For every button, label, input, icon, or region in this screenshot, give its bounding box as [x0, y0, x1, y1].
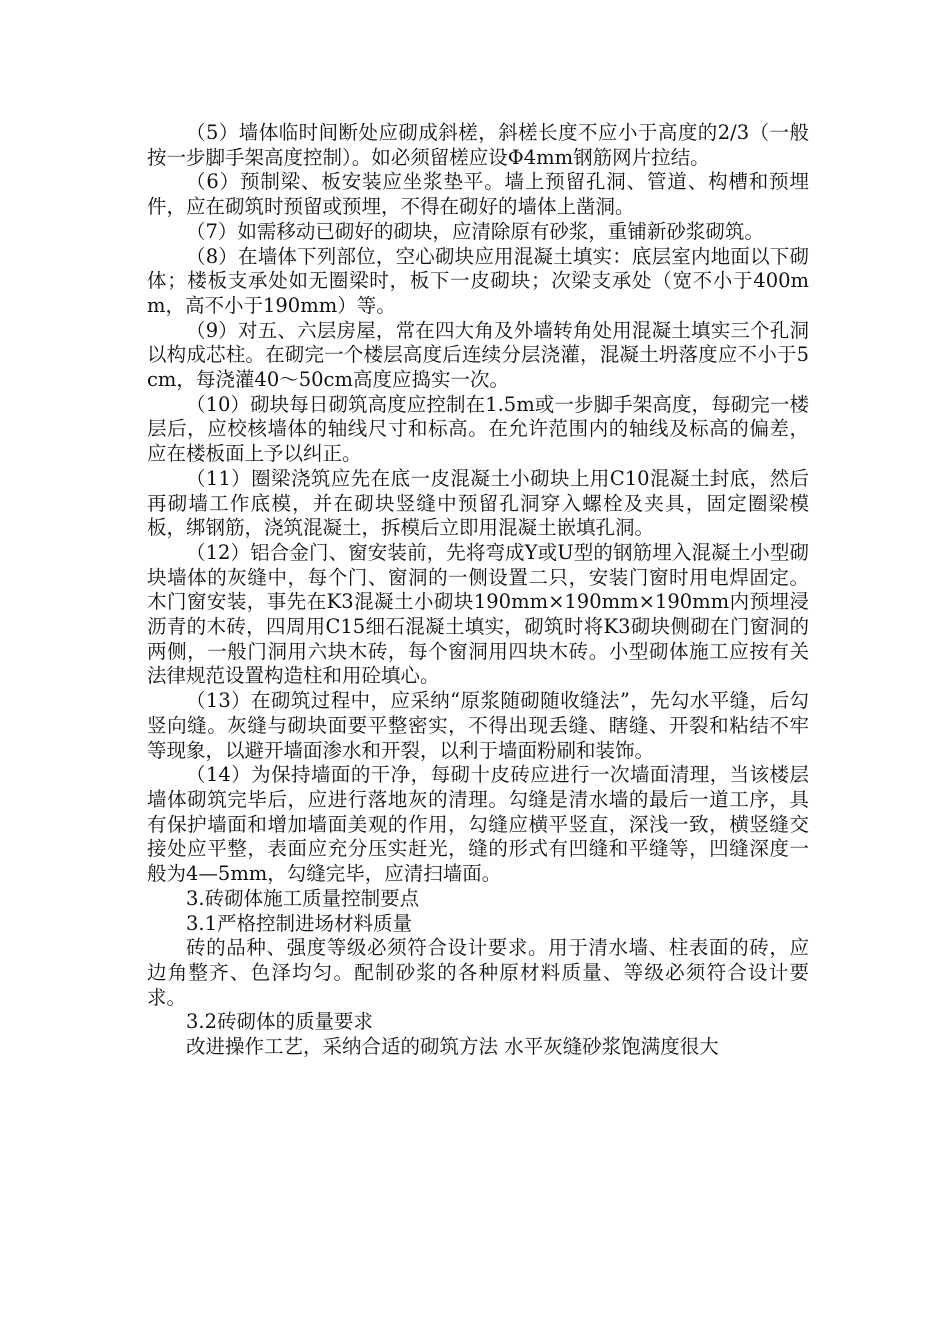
paragraph-14: （14）为保持墙面的干净，每砌十皮砖应进行一次墙面清理，当该楼层墙体砌筑完毕后，应进行落地灰的清理。勾缝是清水墙的最后一道工序，具有保护墙面和增加墙面美观的作用，勾缝应横平竖直，深浅一致，横竖缝交接处应平整，表面应充分压实赶光，缝的形式有凹缝和平缝等，凹缝深度一般为4—5mm，勾缝完毕，应清扫墙面。 — [147, 763, 809, 886]
section-heading-3-1: 3.1严格控制进场材料质量 — [186, 911, 413, 935]
paragraph-7: （7）如需移动已砌好的砌块，应清除原有砂浆，重铺新砂浆砌筑。 — [186, 219, 764, 243]
document-body — [147, 121, 809, 1060]
paragraph-masonry-quality: 改进操作工艺，采纳合适的砌筑方法 水平灰缝砂浆饱满度很大 — [186, 1035, 719, 1059]
section-heading-3: 3.砖砌体施工质量控制要点 — [186, 886, 420, 910]
paragraph-11: （11）圈梁浇筑应先在底一皮混凝土小砌块上用C10混凝土封底，然后再砌墙工作底模，并在砌块竖缝中预留孔洞穿入螺栓及夹具，固定圈梁模板，绑钢筋，浇筑混凝土，拆模后立即用混凝土嵌填孔洞。 — [147, 466, 809, 540]
paragraph-13: （13）在砌筑过程中，应采纳“原浆随砌随收缝法”，先勾水平缝，后勾竖向缝。灰缝与砌块面要平整密实，不得出现丢缝、瞎缝、开裂和粘结不牢等现象，以避开墙面渗水和开裂，以利于墙面粉刷和装饰。 — [147, 689, 809, 762]
paragraph-10: （10）砌块每日砌筑高度应控制在1.5m或一步脚手架高度，每砌完一楼层后，应校核墙体的轴线尺寸和标高。在允许范围内的轴线及标高的偏差，应在楼板面上予以纠正。 — [147, 392, 809, 466]
paragraph-material-quality: 砖的品种、强度等级必须符合设计要求。用于清水墙、柱表面的砖，应边角整齐、色泽均匀。配制砂浆的各种原材料质量、等级必须符合设计要求。 — [147, 936, 809, 1009]
paragraph-9: （9）对五、六层房屋，常在四大角及外墙转角处用混凝土填实三个孔洞以构成芯柱。在砌完一个楼层高度后连续分层浇灌，混凝土坍落度应不小于5cm，每浇灌40～50cm高度应捣实一次。 — [147, 318, 809, 392]
section-heading-3-2: 3.2砖砌体的质量要求 — [186, 1010, 374, 1034]
paragraph-6: （6）预制梁、板安装应坐浆垫平。墙上预留孔洞、管道、构槽和预埋件，应在砌筑时预留或预埋，不得在砌好的墙体上凿洞。 — [147, 170, 809, 219]
paragraph-12: （12）铝合金门、窗安装前，先将弯成Y或U型的钢筋埋入混凝土小型砌块墙体的灰缝中，每个门、窗洞的一侧设置二只，安装门窗时用电焊固定。木门窗安装，事先在K3混凝土小砌块190mm×190mm×190mm内预埋浸沥青的木砖，四周用C15细石混凝土填实，砌筑时将K3砌块侧砌在门窗洞的两侧，一般门洞用六块木砖，每个窗洞用四块木砖。小型砌体施工应按有关法律规范设置构造柱和用砼填心。 — [147, 540, 809, 688]
paragraph-8: （8）在墙体下列部位，空心砌块应用混凝土填实：底层室内地面以下砌体；楼板支承处如无圈梁时，板下一皮砌块；次梁支承处（宽不小于400mm，高不小于190mm）等。 — [147, 244, 809, 317]
paragraph-5: （5）墙体临时间断处应砌成斜槎，斜槎长度不应小于高度的2/3（一般按一步脚手架高度控制）。如必须留槎应设Φ4mm钢筋网片拉结。 — [147, 121, 809, 169]
